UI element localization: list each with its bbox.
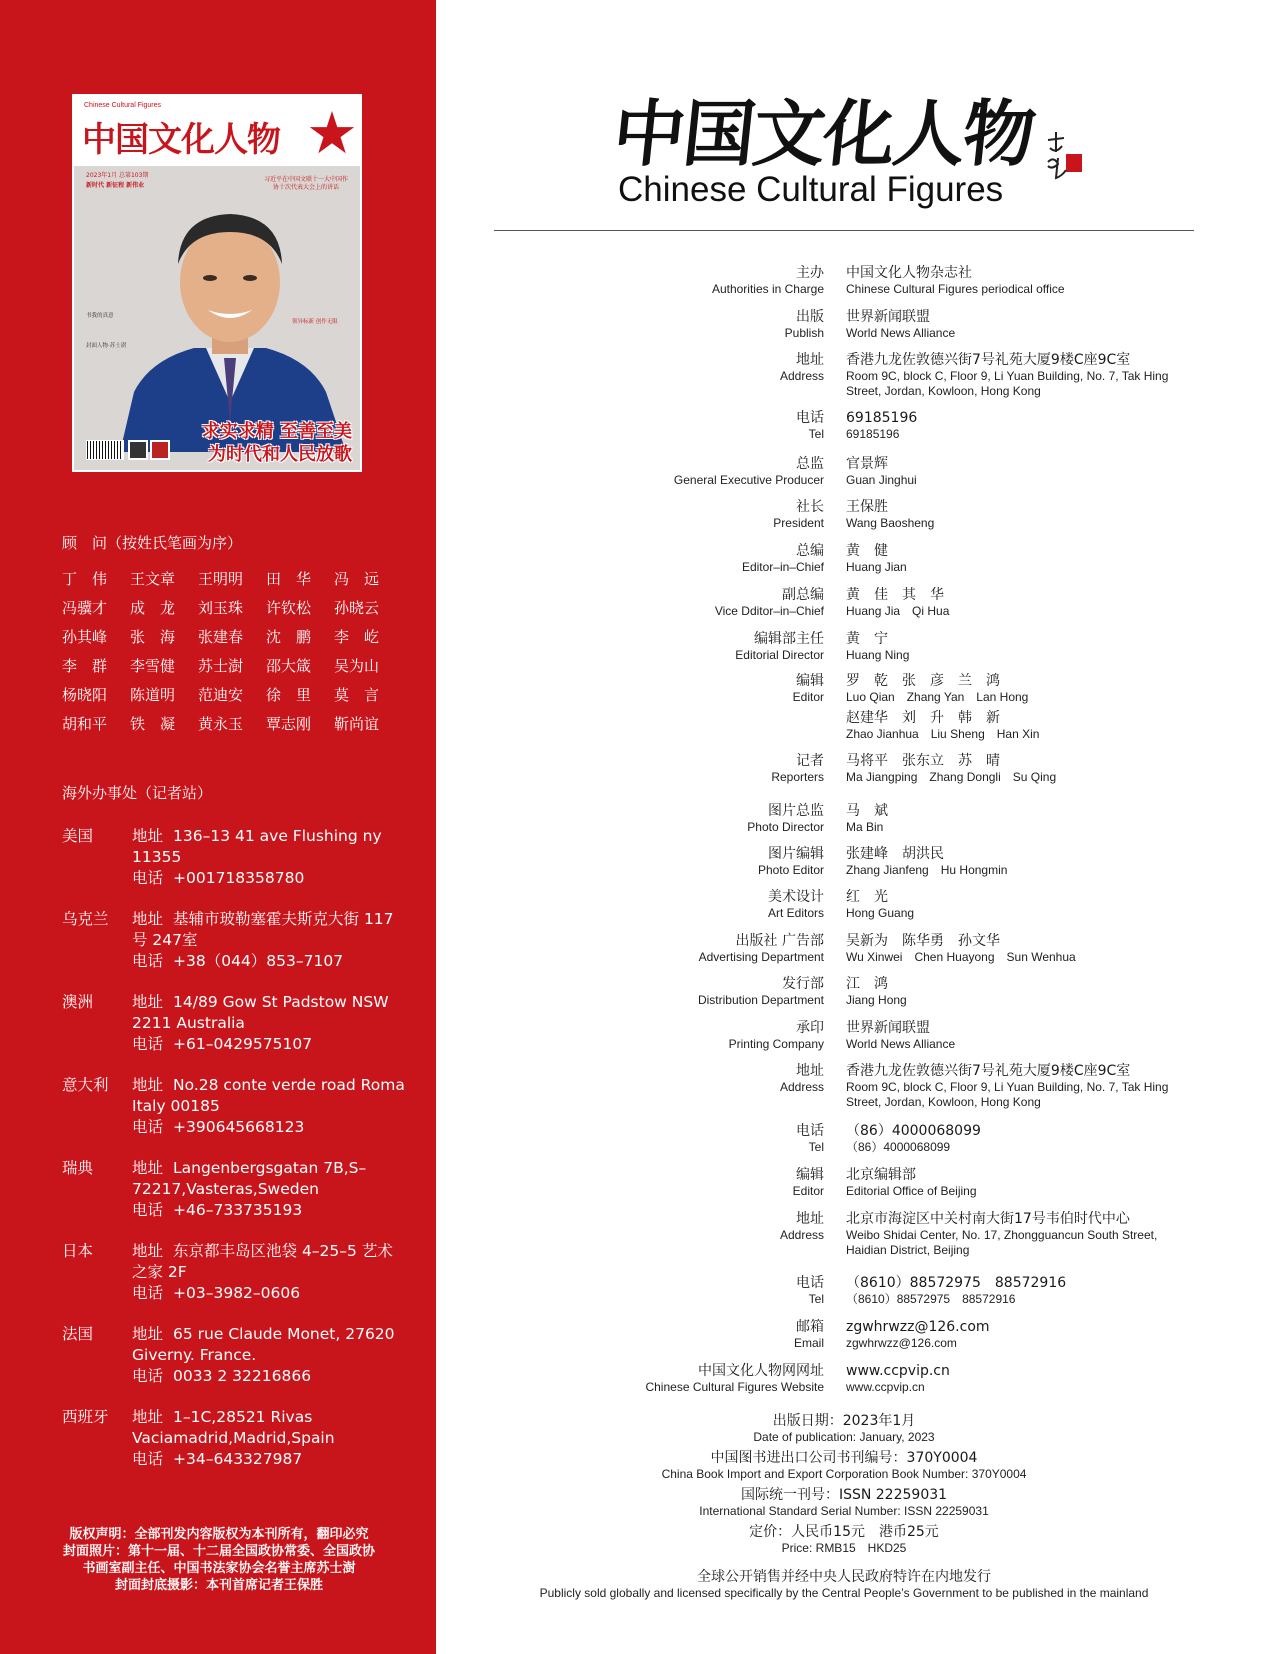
credit-value: [846, 932, 1176, 965]
credit-label-cn: 出版社 广告部: [735, 933, 824, 949]
cover-small-label: Chinese Cultural Figures: [84, 102, 162, 109]
credit-value-cn: 北京编辑部: [846, 1167, 916, 1183]
office-details: [132, 1324, 408, 1387]
credit-label-en: Editor: [792, 1184, 824, 1198]
book-number-en: China Book Import and Export Corporation Book Number: 370Y0004: [661, 1467, 1027, 1481]
credit-label-en: Editorial Director: [735, 648, 824, 662]
credit-label-cn: 主办: [796, 265, 824, 281]
credit-label-en: Tel: [808, 1292, 824, 1306]
magazine-cover-image: [72, 94, 362, 472]
credit-label: [735, 630, 824, 663]
office-address: 136–13 41 ave Flushing ny 11355: [132, 827, 382, 866]
credit-value: [846, 1318, 1176, 1351]
office-country: 日本: [62, 1242, 94, 1260]
credit-value: [846, 264, 1176, 297]
credit-label-en: Chinese Cultural Figures Website: [645, 1380, 824, 1394]
advisor-name: 成 龙: [130, 599, 176, 617]
credit-value-cn: 江 鸿: [846, 976, 888, 992]
issn-en: International Standard Serial Number: ISSN 22259031: [699, 1504, 989, 1518]
credit-label-en: Publish: [784, 326, 824, 340]
credit-value-en: World News Alliance: [846, 1037, 956, 1051]
advisor-name: 吴为山: [334, 657, 380, 675]
credit-value-cn[interactable]: zgwhrwzz@126.com: [846, 1319, 990, 1335]
office-phone: +390645668123: [173, 1118, 305, 1136]
credit-label-cn: 美术设计: [768, 889, 824, 905]
credit-label: [796, 1274, 824, 1307]
office-address: Langenbergsgatan 7B,S–72217,Vasteras,Sweden: [132, 1159, 367, 1198]
office-phone-line: [132, 1117, 408, 1138]
credit-value-en: Room 9C, block C, Floor 9, Li Yuan Building, No. 7, Tak Hing Street, Jordan, Kowloon, Hong Kong: [846, 369, 1169, 398]
address-label: 地址: [132, 1325, 164, 1343]
office-address: No.28 conte verde road Roma Italy 00185: [132, 1076, 405, 1115]
credit-label: [780, 1062, 824, 1095]
credit-label-cn: 总编: [796, 543, 824, 559]
office-phone-line: [132, 951, 408, 972]
credit-value: [846, 586, 1176, 619]
advisor-row: [62, 622, 394, 651]
address-label: 地址: [132, 827, 164, 845]
phone-label: 电话: [132, 1035, 164, 1053]
credit-value-cn: 黄 佳 其 华: [846, 587, 944, 603]
credit-value-cn: 中国文化人物杂志社: [846, 265, 972, 281]
office-address-line: [132, 992, 408, 1034]
credit-label-en: Authorities in Charge: [711, 282, 824, 296]
credit-label: [645, 1362, 824, 1395]
cover-headline: 习近平在中国文联十一大中国作协十次代表大会上的讲话: [264, 176, 349, 191]
credit-label-cn: 副总编: [782, 587, 824, 603]
publication-date-cn: 出版日期：2023年1月: [772, 1413, 916, 1429]
office-phone-line: [132, 1283, 408, 1304]
star-icon: ★: [306, 99, 358, 167]
advisor-name: 黄永玉: [198, 715, 244, 733]
advisor-row: [62, 709, 394, 738]
advisor-name: 铁 凝: [130, 715, 176, 733]
address-label: 地址: [132, 910, 164, 928]
left-panel: [0, 0, 436, 1654]
credit-label-en: Printing Company: [728, 1037, 824, 1051]
credit-label-cn: 图片编辑: [768, 846, 824, 862]
office-address: 基辅市玻勒塞霍夫斯克大街 117号 247室: [132, 910, 394, 949]
credit-value-en: （8610）88572975 88572916: [846, 1292, 1016, 1306]
credit-value-en: Jiang Hong: [846, 993, 907, 1007]
credit-value-cn: 马 斌: [846, 803, 888, 819]
masthead-title-cn: 中国文化人物: [608, 91, 1038, 176]
credit-label-en: Photo Director: [747, 820, 824, 834]
advisor-name: 杨晓阳: [62, 686, 108, 704]
office-address-line: [132, 1324, 408, 1366]
credit-label-cn: 发行部: [782, 976, 824, 992]
credit-label: [796, 409, 824, 442]
credit-label: [729, 1019, 824, 1052]
credit-value-cn: （8610）88572975 88572916: [846, 1275, 1067, 1291]
office-address: 65 rue Claude Monet, 27620 Giverny. France.: [132, 1325, 395, 1364]
advisor-name: 沈 鹏: [266, 628, 312, 646]
credit-value-en: Room 9C, block C, Floor 9, Li Yuan Building, No. 7, Tak Hing Street, Jordan, Kowloon, Hong Kong: [846, 1080, 1169, 1109]
office-address-line: [132, 826, 408, 868]
qr-code-icon: [150, 440, 170, 460]
office-address-line: [132, 1158, 408, 1200]
credit-label: [785, 308, 824, 341]
credit-label: [674, 455, 824, 488]
credit-label-en: Advertising Department: [698, 950, 824, 964]
credit-value-en: Wu Xinwei Chen Huayong Sun Wenhua: [846, 950, 1076, 964]
credit-label: [771, 752, 824, 785]
address-label: 地址: [132, 1408, 164, 1426]
credit-label: [793, 672, 824, 705]
credit-value-cn[interactable]: www.ccpvip.cn: [846, 1363, 950, 1379]
credit-label-cn: 社长: [796, 499, 824, 515]
credit-value-en: Ma Bin: [846, 820, 884, 834]
advisor-name: 冯骥才: [62, 599, 108, 617]
credit-value: [846, 498, 1176, 531]
office-details: [132, 992, 408, 1055]
cover-slogan-line1: 求实求精 至善至美: [201, 421, 352, 442]
credit-value-cn: （86）4000068099: [846, 1123, 981, 1139]
credit-label-en: Address: [779, 1080, 824, 1094]
office-details: [132, 909, 408, 972]
office-phone: +001718358780: [173, 869, 305, 887]
credit-label-cn: 图片总监: [768, 803, 824, 819]
office-phone-line: [132, 1449, 408, 1470]
credit-label-en: Distribution Department: [697, 993, 824, 1007]
license-cn: 全球公开销售并经中央人民政府特许在内地发行: [697, 1569, 991, 1585]
office-address-line: [132, 1241, 408, 1283]
credit-label: [712, 264, 824, 297]
credit-value-en: Hong Guang: [846, 906, 915, 920]
office-phone-line: [132, 1034, 408, 1055]
credit-label-en: Photo Editor: [757, 863, 824, 877]
advisor-name: 刘玉珠: [198, 599, 244, 617]
credit-value: [846, 308, 1176, 341]
credit-value-en: World News Alliance: [846, 326, 956, 340]
office-country: 意大利: [62, 1076, 109, 1094]
credit-value: [846, 455, 1176, 488]
issn-cn: 国际统一刊号：ISSN 22259031: [740, 1487, 948, 1503]
advisor-name: 陈道明: [130, 686, 176, 704]
credit-value-cn: 世界新闻联盟: [846, 1020, 930, 1036]
address-label: 地址: [132, 1159, 164, 1177]
credit-value-cn: 王保胜: [846, 499, 888, 515]
office-phone-line: [132, 1366, 408, 1387]
credit-value-cn: 北京市海淀区中关村南大街17号韦伯时代中心: [846, 1211, 1130, 1227]
office-country: 澳洲: [62, 993, 94, 1011]
credit-label-cn: 编辑部主任: [754, 631, 824, 647]
credit-value: [846, 802, 1176, 835]
credit-value-cn: 黄 健: [846, 543, 888, 559]
advisor-name: 徐 里: [266, 686, 312, 704]
credit-label-cn: 地址: [796, 352, 824, 368]
credit-value-en: 69185196: [846, 427, 900, 441]
credit-label-cn: 地址: [796, 1211, 824, 1227]
cover-slogan-line2: 为时代和人民放歌: [208, 444, 352, 465]
advisor-name: 邵大箴: [266, 657, 312, 675]
license-en: Publicly sold globally and licensed specifically by the Central People’s Government to be published in the mainland: [539, 1586, 1149, 1600]
credit-value: [846, 1019, 1176, 1052]
price-cn: 定价：人民币15元 港币25元: [749, 1524, 939, 1540]
credit-label: [698, 975, 824, 1008]
advisor-name: 张建春: [198, 628, 244, 646]
credit-value: [846, 888, 1176, 921]
advisor-name: 王文章: [130, 570, 176, 588]
advisor-row: [62, 564, 394, 593]
phone-label: 电话: [132, 1284, 164, 1302]
credit-label-cn: 总监: [796, 456, 824, 472]
office-phone-line: [132, 1200, 408, 1221]
credit-value-en[interactable]: www.ccpvip.cn: [846, 1380, 925, 1394]
credit-label: [699, 932, 824, 965]
office-address-line: [132, 909, 408, 951]
credit-label-cn: 记者: [796, 753, 824, 769]
credit-label-cn: 出版: [796, 309, 824, 325]
credit-label-en: President: [773, 516, 824, 530]
credit-label-en: Tel: [808, 427, 824, 441]
credit-value-en[interactable]: zgwhrwzz@126.com: [846, 1336, 957, 1350]
credit-label-en: Email: [793, 1336, 824, 1350]
phone-label: 电话: [132, 1118, 164, 1136]
credit-value: [846, 672, 1176, 742]
office-phone: 0033 2 32216866: [173, 1367, 312, 1385]
credit-value: [846, 1274, 1176, 1307]
credit-label: [773, 498, 824, 531]
credit-label: [742, 542, 824, 575]
credit-value: [846, 845, 1176, 878]
publication-date: [494, 1412, 1194, 1445]
office-details: [132, 1158, 408, 1221]
credit-label-en: General Executive Producer: [673, 473, 824, 487]
credit-value-en: Editorial Office of Beijing: [846, 1184, 977, 1198]
credit-label-en: Art Editors: [767, 906, 824, 920]
office-address: 1–1C,28521 Rivas Vaciamadrid,Madrid,Spain: [132, 1408, 335, 1447]
credit-value: [846, 409, 1176, 442]
credit-value-cn: 69185196: [846, 410, 918, 426]
office-phone: +61–0429575107: [173, 1035, 313, 1053]
credit-value-en: Chinese Cultural Figures periodical office: [846, 282, 1065, 296]
copyright-line: 封面封底摄影：本刊首席记者王保胜: [114, 1578, 323, 1593]
credit-label-en: Tel: [808, 1140, 824, 1154]
advisor-name: 覃志刚: [266, 715, 312, 733]
credit-label: [758, 845, 824, 878]
book-number: [494, 1449, 1194, 1482]
credit-label-cn: 中国文化人物网网址: [698, 1363, 824, 1379]
office-country: 瑞典: [62, 1159, 94, 1177]
credit-value-cn: 张建峰 胡洪民: [846, 846, 944, 862]
credit-label: [796, 1122, 824, 1155]
offices-title: 海外办事处（记者站）: [62, 784, 213, 802]
barcode-icon: [86, 440, 124, 460]
credit-value-cn: 官景辉: [846, 456, 888, 472]
address-label: 地址: [132, 1076, 164, 1094]
cover-tagline: 新时代 新征程 新伟业: [86, 182, 145, 189]
advisor-name: 孙晓云: [334, 599, 380, 617]
cover-side-text-1: 书我的真意: [86, 313, 114, 319]
credit-value-en: Wang Baosheng: [846, 516, 935, 530]
advisor-name: 范迪安: [198, 686, 244, 704]
qr-code-icon: [128, 440, 148, 460]
office-phone: +38（044）853–7107: [173, 952, 344, 970]
advisor-row: [62, 593, 394, 622]
advisor-name: 张 海: [130, 628, 176, 646]
copyright-notice: [24, 1526, 414, 1594]
credit-label: [747, 802, 824, 835]
masthead-divider: [494, 230, 1194, 231]
cover-slogan: [202, 420, 352, 466]
credit-value-en: Huang Ning: [846, 648, 910, 662]
advisor-name: 莫 言: [334, 686, 380, 704]
credit-value-cn: 香港九龙佐敦德兴街7号礼苑大厦9楼C座9C室: [846, 352, 1131, 368]
advisor-name: 李 屹: [334, 628, 380, 646]
credit-label-en: Vice Dditor–in–Chief: [714, 604, 824, 618]
office-country: 美国: [62, 827, 94, 845]
credit-value: [846, 1122, 1176, 1155]
credit-value: [846, 1062, 1176, 1110]
credit-value-en: Huang Jia Qi Hua: [846, 604, 950, 618]
phone-label: 电话: [132, 1201, 164, 1219]
credit-value: [846, 630, 1176, 663]
credit-label-cn: 承印: [796, 1020, 824, 1036]
credit-label-en: Address: [779, 369, 824, 383]
credit-label-en: Address: [779, 1228, 824, 1242]
advisor-name: 许钦松: [266, 599, 312, 617]
copyright-line: 书画室副主任、中国书法家协会名誉主席苏士澍: [82, 1561, 356, 1576]
credit-value-en: Zhang Jianfeng Hu Hongmin: [846, 863, 1008, 877]
phone-label: 电话: [132, 1367, 164, 1385]
credit-value-cn: 世界新闻联盟: [846, 309, 930, 325]
office-details: [132, 1241, 408, 1304]
office-country: 西班牙: [62, 1408, 109, 1426]
credit-value-cn: 赵建华 刘 升 韩 新: [846, 710, 1000, 726]
calligraphy-signature-seal: [1044, 130, 1084, 186]
cover-issue-line: 2023年1月 总第103期: [86, 172, 149, 179]
credit-label: [794, 1318, 824, 1351]
office-country: 法国: [62, 1325, 94, 1343]
credit-value: [846, 975, 1176, 1008]
credit-label-cn: 地址: [796, 1063, 824, 1079]
cover-title: 中国文化人物: [82, 120, 280, 160]
copyright-line: 版权声明：全部刊发内容版权为本刊所有，翻印必究: [69, 1527, 369, 1542]
credit-label-en: Reporters: [771, 770, 824, 784]
credit-value-en: Luo Qian Zhang Yan Lan Hong: [846, 690, 1029, 704]
credit-label: [780, 351, 824, 384]
credit-label: [793, 1166, 824, 1199]
issn: [494, 1486, 1194, 1519]
office-details: [132, 826, 408, 889]
credit-value: [846, 542, 1176, 575]
advisor-name: 丁 伟: [62, 570, 108, 588]
credit-value-cn: 红 光: [846, 889, 888, 905]
office-details: [132, 1407, 408, 1470]
advisor-name: 王明明: [198, 570, 244, 588]
advisor-name: 孙其峰: [62, 628, 108, 646]
office-phone: +46–733735193: [173, 1201, 303, 1219]
credit-label-en: Editor: [792, 690, 824, 704]
advisors-title: 顾 问（按姓氏笔画为序）: [62, 534, 243, 552]
advisor-row: [62, 680, 394, 709]
masthead-title-en: Chinese Cultural Figures: [618, 170, 1004, 209]
copyright-line: 封面照片：第十一届、十二届全国政协常委、全国政协: [62, 1544, 375, 1559]
credit-label: [780, 1210, 824, 1243]
office-country: 乌克兰: [62, 910, 109, 928]
address-label: 地址: [132, 993, 164, 1011]
credit-value-en: （86）4000068099: [846, 1140, 951, 1154]
credit-value-cn: 马将平 张东立 苏 晴: [846, 753, 1000, 769]
credit-label-cn: 电话: [796, 1123, 824, 1139]
advisor-name: 胡和平: [62, 715, 108, 733]
credit-value: [846, 1210, 1176, 1258]
book-number-cn: 中国图书进出口公司书刊编号：370Y0004: [710, 1450, 978, 1466]
advisor-name: 田 华: [266, 570, 312, 588]
publication-date-en: Date of publication: January, 2023: [753, 1430, 935, 1444]
office-address: 东京都丰岛区池袋 4–25–5 艺术之家 2F: [132, 1242, 393, 1281]
office-phone: +03–3982–0606: [173, 1284, 301, 1302]
credit-label: [715, 586, 824, 619]
price-en: Price: RMB15 HKD25: [781, 1541, 907, 1555]
advisor-name: 李 群: [62, 657, 108, 675]
credit-value-en: Zhao Jianhua Liu Sheng Han Xin: [846, 727, 1040, 741]
credit-value-en: Huang Jian: [846, 560, 907, 574]
office-address-line: [132, 1407, 408, 1449]
credit-label-cn: 电话: [796, 1275, 824, 1291]
advisor-name: 李雪健: [130, 657, 176, 675]
credit-value: [846, 752, 1176, 785]
advisors-section: [62, 532, 402, 738]
credit-label-cn: 编辑: [796, 1167, 824, 1183]
advisor-name: 冯 远: [334, 570, 380, 588]
credit-label-en: Editor–in–Chief: [741, 560, 824, 574]
advisors-table: [62, 564, 394, 738]
office-details: [132, 1075, 408, 1138]
license-statement: [494, 1568, 1194, 1601]
credit-value: [846, 351, 1176, 399]
credit-value-en: Guan Jinghui: [846, 473, 917, 487]
credit-label: [768, 888, 824, 921]
phone-label: 电话: [132, 869, 164, 887]
address-label: 地址: [132, 1242, 164, 1260]
credit-value-en: Ma Jiangping Zhang Dongli Su Qing: [846, 770, 1057, 784]
advisor-name: 靳尚谊: [334, 715, 380, 733]
credit-label-cn: 邮箱: [796, 1319, 824, 1335]
office-address-line: [132, 1075, 408, 1117]
credit-value: [846, 1166, 1176, 1199]
office-phone-line: [132, 868, 408, 889]
cover-side-text-2: 封面人物·苏士澍: [86, 343, 127, 349]
credit-value-cn: 吴新为 陈华勇 孙文华: [846, 933, 1000, 949]
phone-label: 电话: [132, 1450, 164, 1468]
advisor-row: [62, 651, 394, 680]
credit-value-en: Weibo Shidai Center, No. 17, Zhongguancun South Street, Haidian District, Beijing: [846, 1228, 1158, 1257]
cover-side-text-3: 领异标新 创作无限: [292, 319, 338, 325]
credit-label-cn: 电话: [796, 410, 824, 426]
credit-value-cn: 罗 乾 张 彦 兰 鸿: [846, 673, 1000, 689]
credit-value: [846, 1362, 1176, 1395]
price: [494, 1523, 1194, 1556]
office-address: 14/89 Gow St Padstow NSW 2211 Australia: [132, 993, 389, 1032]
credit-value-cn: 黄 宁: [846, 631, 888, 647]
credit-value-cn: 香港九龙佐敦德兴街7号礼苑大厦9楼C座9C室: [846, 1063, 1131, 1079]
advisor-name: 苏士澍: [198, 657, 244, 675]
phone-label: 电话: [132, 952, 164, 970]
office-phone: +34–643327987: [173, 1450, 303, 1468]
credit-label-cn: 编辑: [796, 673, 824, 689]
